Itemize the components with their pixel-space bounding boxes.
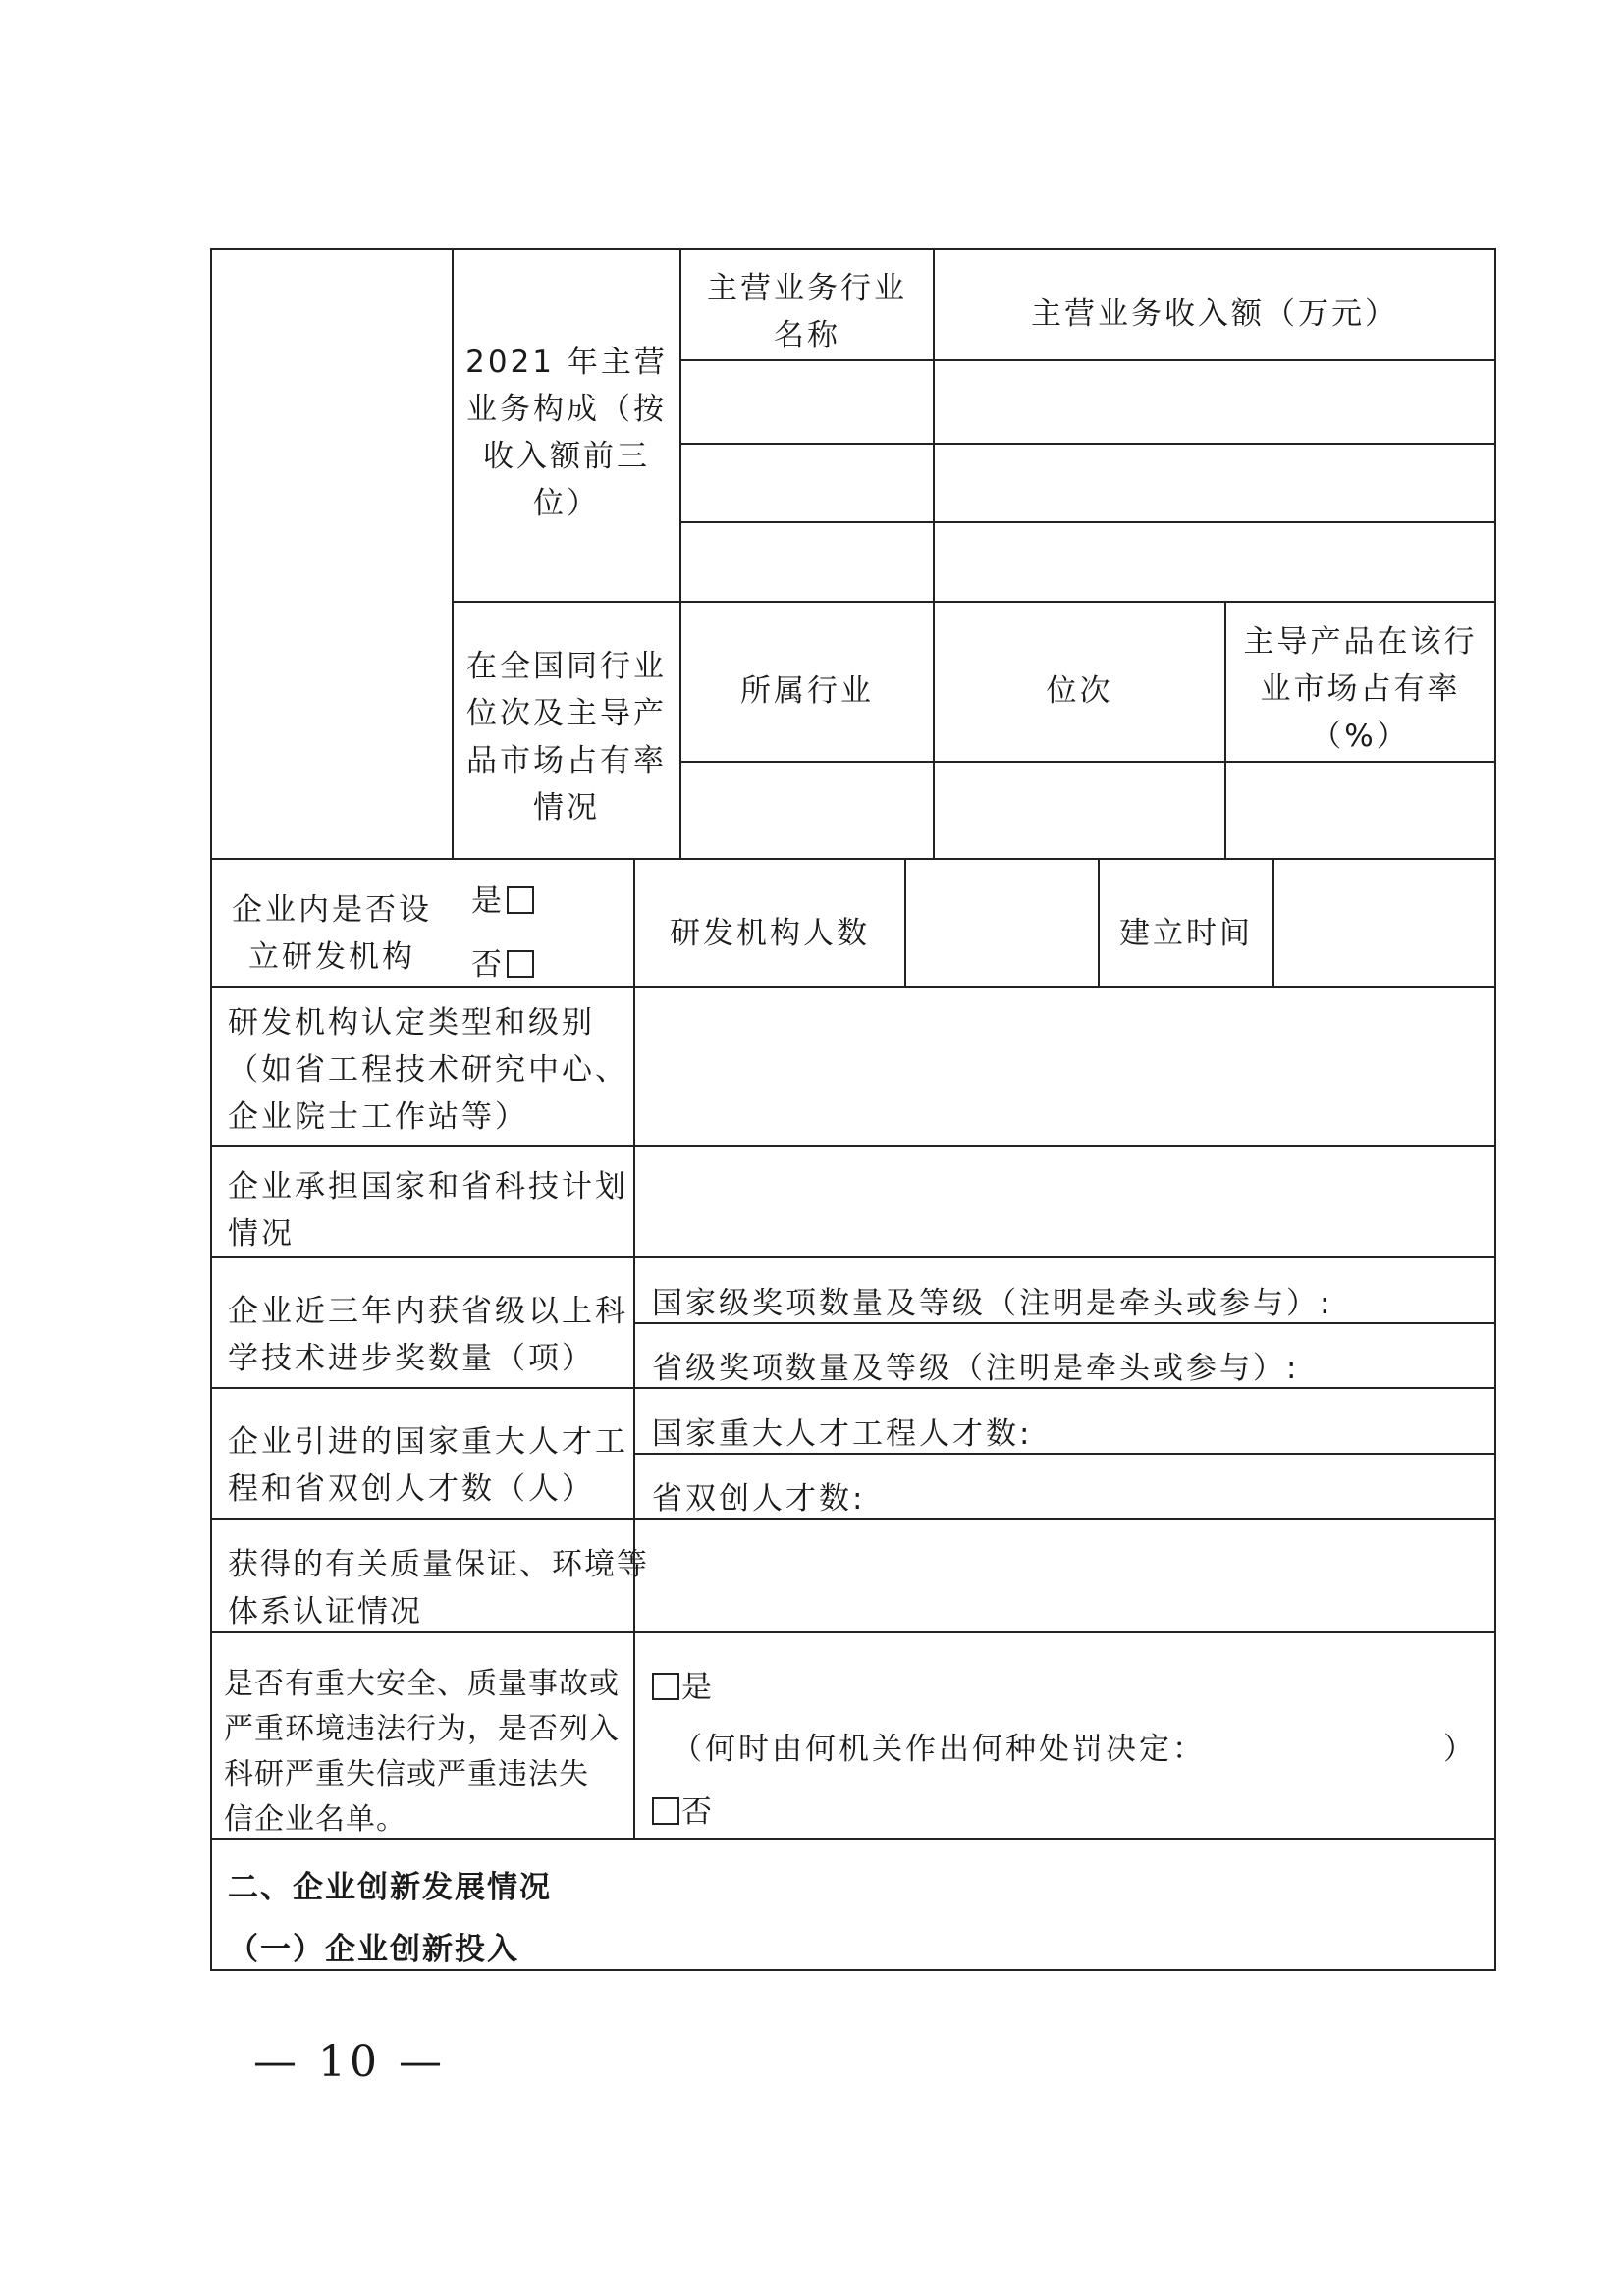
awards-provincial-field[interactable]: 省级奖项数量及等级（注明是牵头或参与）: bbox=[652, 1351, 1300, 1386]
certification-label: 获得的有关质量保证、环境等 体系认证情况 bbox=[228, 1547, 649, 1629]
awards-label: 企业近三年内获省级以上科 学技术进步奖数量（项） bbox=[228, 1294, 628, 1376]
talents-label: 企业引进的国家重大人才工 程和省双创人才数（人） bbox=[228, 1424, 628, 1507]
table-border-right bbox=[1494, 248, 1496, 1971]
table-rule bbox=[633, 858, 635, 1838]
table-rule bbox=[679, 761, 1496, 763]
col-industry: 所属行业 bbox=[740, 673, 874, 709]
checkbox-icon[interactable] bbox=[507, 886, 534, 914]
ranking-label: 在全国同行业 位次及主导产 品市场占有率 情况 bbox=[466, 649, 667, 826]
awards-national-field[interactable]: 国家级奖项数量及等级（注明是牵头或参与）: bbox=[652, 1286, 1333, 1321]
violations-detail: （何时由何机关作出何种处罚决定： bbox=[672, 1732, 1206, 1767]
violations-detail-close: ） bbox=[1443, 1732, 1477, 1767]
table-rule bbox=[933, 248, 935, 860]
page-number: — 10 — bbox=[253, 2037, 446, 2087]
checkbox-icon[interactable] bbox=[652, 1797, 679, 1825]
table-rule bbox=[679, 443, 1496, 445]
table-rule bbox=[210, 1145, 1496, 1147]
table-rule bbox=[210, 858, 1496, 860]
table-rule bbox=[679, 359, 1496, 361]
table-rule bbox=[210, 986, 1496, 988]
table-rule bbox=[1272, 858, 1274, 988]
checkbox-icon[interactable] bbox=[507, 950, 534, 978]
section-title: 二、企业创新发展情况 bbox=[228, 1870, 552, 1905]
table-rule bbox=[452, 601, 1496, 603]
table-rule bbox=[679, 521, 1496, 523]
table-border-top bbox=[210, 248, 1496, 250]
main-business-label: 2021 年主营 业务构成（按 收入额前三 位） bbox=[465, 345, 668, 521]
col-rank: 位次 bbox=[1046, 673, 1113, 709]
rd-date-label: 建立时间 bbox=[1119, 916, 1253, 951]
rd-no-option[interactable]: 否 bbox=[471, 941, 536, 988]
section-subtitle: （一）企业创新投入 bbox=[228, 1932, 519, 1967]
table-border-left bbox=[210, 248, 212, 1971]
talents-provincial-field[interactable]: 省双创人才数: bbox=[652, 1481, 866, 1517]
col-market-share: 主导产品在该行 业市场占有率 （%） bbox=[1243, 624, 1478, 754]
col-revenue: 主营业务收入额（万元） bbox=[1031, 296, 1398, 332]
rd-type-label: 研发机构认定类型和级别 （如省工程技术研究中心、 企业院士工作站等） bbox=[228, 1005, 628, 1135]
violations-label: 是否有重大安全、质量事故或 严重环境违法行为，是否列入 科研严重失信或严重违法失 信企业名单。 bbox=[224, 1667, 620, 1837]
col-industry-name: 主营业务行业 名称 bbox=[707, 271, 907, 353]
checkbox-icon[interactable] bbox=[652, 1673, 679, 1700]
talents-national-field[interactable]: 国家重大人才工程人才数: bbox=[652, 1416, 1033, 1452]
rd-institution-label: 企业内是否设 立研发机构 bbox=[232, 892, 432, 975]
rd-staff-label: 研发机构人数 bbox=[670, 916, 870, 951]
table-rule bbox=[904, 858, 906, 988]
tech-plan-label: 企业承担国家和省科技计划 情况 bbox=[228, 1169, 628, 1252]
violations-no-option[interactable]: 否 bbox=[650, 1789, 715, 1836]
violations-yes-option[interactable]: 是 bbox=[650, 1664, 715, 1711]
rd-yes-option[interactable]: 是 bbox=[471, 878, 536, 925]
